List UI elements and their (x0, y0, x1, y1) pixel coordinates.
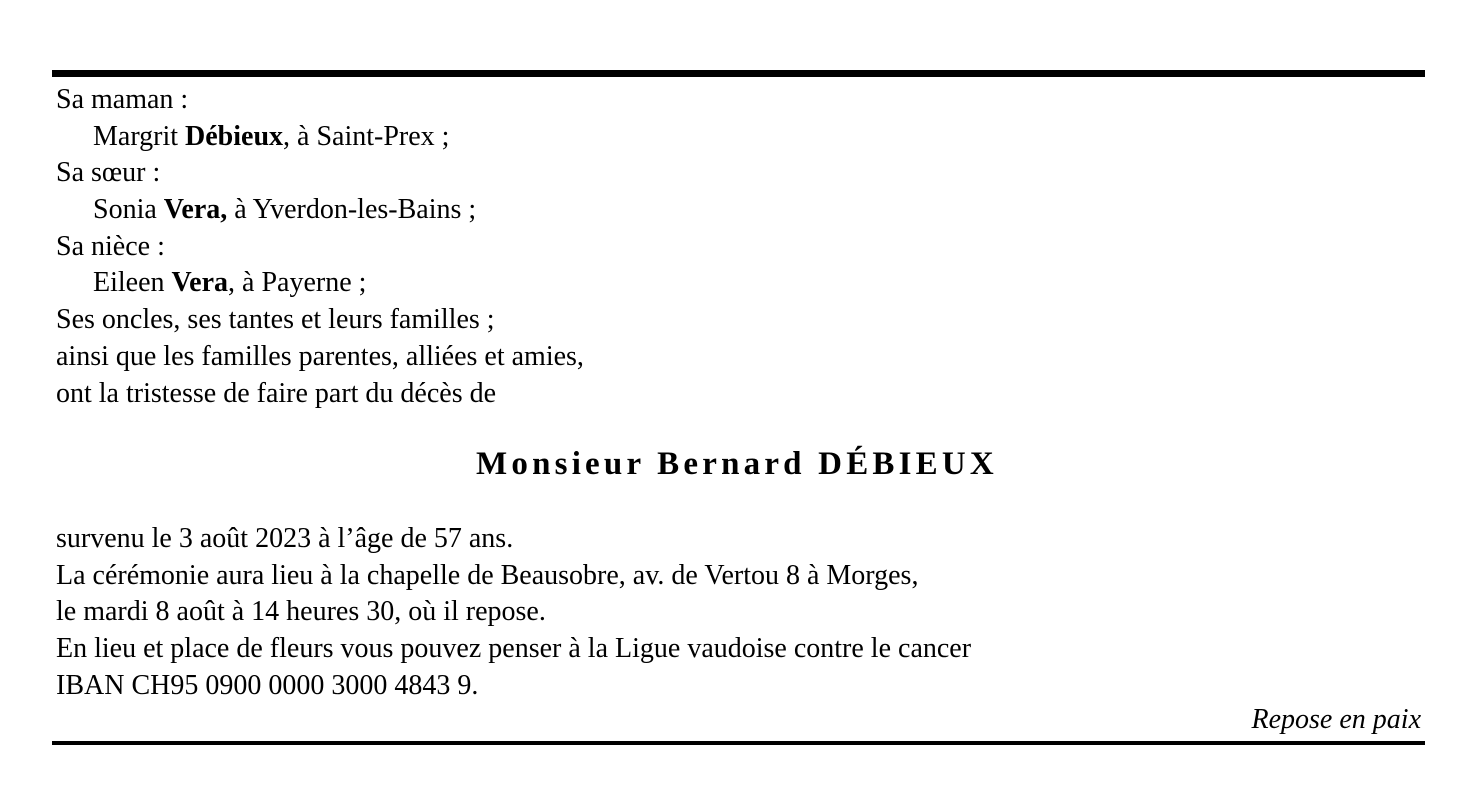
donation-line: En lieu et place de fleurs vous pouvez penser à la Ligue vaudoise contre le cancer (56, 633, 972, 665)
top-border-rule (52, 70, 1425, 77)
sister-entry (56, 192, 584, 229)
mother-entry (56, 119, 584, 156)
niece-label: Sa nièce : (56, 230, 165, 262)
death-date-line: survenu le 3 août 2023 à l’âge de 57 ans. (56, 523, 514, 554)
ceremony-location-line: La cérémonie aura lieu à la chapelle de Beausobre, av. de Vertou 8 à Morges, (56, 559, 919, 591)
mother-location: , à Saint-Prex ; (283, 120, 450, 152)
sister-location: à Yverdon-les-Bains ; (227, 194, 477, 226)
niece-location: , à Payerne ; (228, 267, 367, 299)
niece-last-name: Vera (171, 267, 229, 299)
family-section (56, 82, 584, 412)
details-section (56, 521, 971, 704)
bottom-border-rule (52, 741, 1425, 745)
deceased-name-heading: Monsieur Bernard DÉBIEUX (476, 446, 998, 482)
closing-phrase: Repose en paix (1251, 704, 1421, 735)
mother-last-name: Débieux (185, 120, 284, 152)
uncles-aunts-line: Ses oncles, ses tantes et leurs familles ; (56, 304, 495, 336)
sister-first-name: Sonia (93, 194, 164, 226)
ceremony-time-line: le mardi 8 août à 14 heures 30, où il repose. (56, 596, 546, 628)
mother-first-name: Margrit (93, 120, 186, 152)
sister-last-name: Vera, (163, 194, 228, 226)
niece-entry (56, 265, 584, 302)
iban-line: IBAN CH95 0900 0000 3000 4843 9. (56, 669, 479, 701)
sister-label: Sa sœur : (56, 157, 161, 189)
mother-label: Sa maman : (56, 84, 189, 115)
niece-first-name: Eileen (93, 267, 172, 299)
related-families-line: ainsi que les familles parentes, alliées et amies, (56, 340, 584, 372)
announcement-line: ont la tristesse de faire part du décès de (56, 377, 497, 409)
